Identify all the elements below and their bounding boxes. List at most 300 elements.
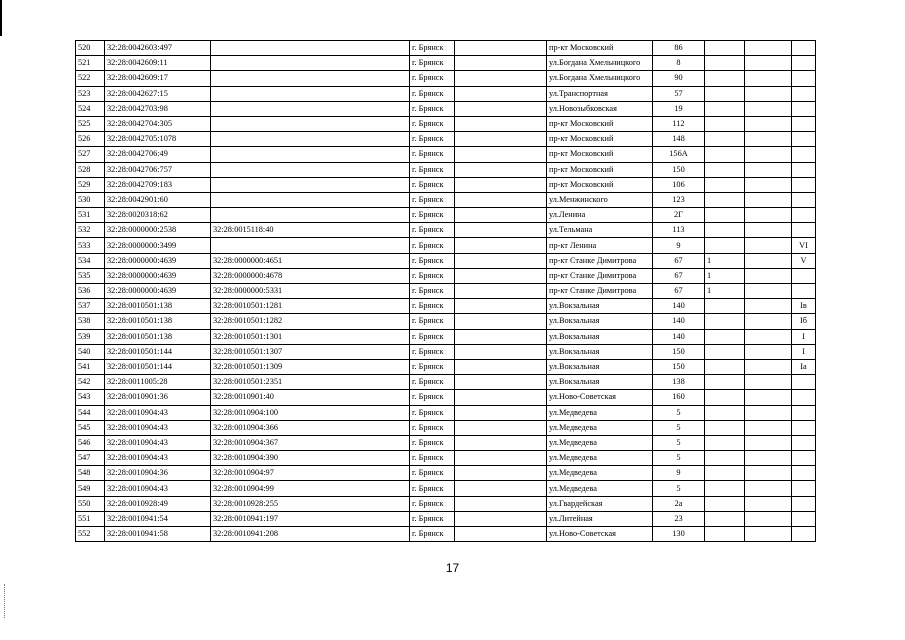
city-cell: г. Брянск: [410, 101, 455, 116]
room-cell: [792, 208, 816, 223]
registry-table: [75, 40, 816, 542]
letter-cell: [705, 162, 745, 177]
table-row: [76, 314, 816, 329]
row-number-cell: 548: [76, 466, 105, 481]
letter-cell: [705, 147, 745, 162]
city-cell: г. Брянск: [410, 314, 455, 329]
cadastral-number-cell: 32:28:0042609:17: [105, 71, 211, 86]
row-number-cell: 543: [76, 390, 105, 405]
table-row: [76, 41, 816, 56]
table-row: [76, 71, 816, 86]
table-row: [76, 192, 816, 207]
city-cell: г. Брянск: [410, 375, 455, 390]
building-cell: [745, 466, 792, 481]
letter-cell: [705, 375, 745, 390]
letter-cell: [705, 71, 745, 86]
room-cell: I: [792, 329, 816, 344]
building-cell: [745, 162, 792, 177]
related-cadastral-number-cell: [211, 56, 410, 71]
letter-cell: 1: [705, 253, 745, 268]
street-cell: ул.Медведева: [547, 420, 653, 435]
cadastral-number-cell: 32:28:0010501:138: [105, 314, 211, 329]
room-cell: [792, 496, 816, 511]
letter-cell: [705, 329, 745, 344]
district-cell: [455, 466, 547, 481]
street-cell: ул.Транспортная: [547, 86, 653, 101]
street-cell: ул.Гвардейская: [547, 496, 653, 511]
cadastral-number-cell: 32:28:0042603:497: [105, 41, 211, 56]
room-cell: [792, 132, 816, 147]
building-cell: [745, 375, 792, 390]
city-cell: г. Брянск: [410, 268, 455, 283]
letter-cell: [705, 101, 745, 116]
related-cadastral-number-cell: 32:28:0010941:208: [211, 527, 410, 542]
letter-cell: [705, 192, 745, 207]
city-cell: г. Брянск: [410, 192, 455, 207]
building-cell: [745, 359, 792, 374]
city-cell: г. Брянск: [410, 132, 455, 147]
district-cell: [455, 132, 547, 147]
related-cadastral-number-cell: 32:28:0010904:390: [211, 451, 410, 466]
street-cell: ул.Вокзальная: [547, 314, 653, 329]
district-cell: [455, 405, 547, 420]
city-cell: г. Брянск: [410, 238, 455, 253]
related-cadastral-number-cell: 32:28:0010928:255: [211, 496, 410, 511]
row-number-cell: 531: [76, 208, 105, 223]
district-cell: [455, 329, 547, 344]
row-number-cell: 529: [76, 177, 105, 192]
city-cell: г. Брянск: [410, 162, 455, 177]
cadastral-number-cell: 32:28:0010901:36: [105, 390, 211, 405]
house-number-cell: 5: [653, 451, 705, 466]
building-cell: [745, 101, 792, 116]
house-number-cell: 113: [653, 223, 705, 238]
street-cell: ул.Ленина: [547, 208, 653, 223]
cadastral-number-cell: 32:28:0000000:2538: [105, 223, 211, 238]
room-cell: [792, 420, 816, 435]
table-row: [76, 299, 816, 314]
table-row: [76, 481, 816, 496]
cadastral-number-cell: 32:28:0010904:43: [105, 481, 211, 496]
row-number-cell: 525: [76, 116, 105, 131]
building-cell: [745, 420, 792, 435]
table-row: [76, 177, 816, 192]
street-cell: ул.Медведева: [547, 405, 653, 420]
house-number-cell: 140: [653, 314, 705, 329]
row-number-cell: 544: [76, 405, 105, 420]
room-cell: Iб: [792, 314, 816, 329]
district-cell: [455, 268, 547, 283]
related-cadastral-number-cell: 32:28:0010901:40: [211, 390, 410, 405]
street-cell: пр-кт Станке Димитрова: [547, 253, 653, 268]
letter-cell: [705, 435, 745, 450]
district-cell: [455, 223, 547, 238]
house-number-cell: 156А: [653, 147, 705, 162]
cadastral-number-cell: 32:28:0010904:43: [105, 435, 211, 450]
room-cell: [792, 511, 816, 526]
house-number-cell: 150: [653, 162, 705, 177]
street-cell: пр-кт Станке Димитрова: [547, 268, 653, 283]
cadastral-number-cell: 32:28:0010941:58: [105, 527, 211, 542]
room-cell: [792, 405, 816, 420]
building-cell: [745, 511, 792, 526]
city-cell: г. Брянск: [410, 359, 455, 374]
cadastral-number-cell: 32:28:0010501:144: [105, 359, 211, 374]
letter-cell: [705, 314, 745, 329]
letter-cell: [705, 116, 745, 131]
cadastral-number-cell: 32:28:0010928:49: [105, 496, 211, 511]
district-cell: [455, 41, 547, 56]
table-row: [76, 527, 816, 542]
district-cell: [455, 192, 547, 207]
table-row: [76, 238, 816, 253]
room-cell: [792, 41, 816, 56]
district-cell: [455, 71, 547, 86]
street-cell: пр-кт Ленина: [547, 238, 653, 253]
letter-cell: [705, 359, 745, 374]
house-number-cell: 112: [653, 116, 705, 131]
related-cadastral-number-cell: 32:28:0010941:197: [211, 511, 410, 526]
row-number-cell: 547: [76, 451, 105, 466]
row-number-cell: 550: [76, 496, 105, 511]
room-cell: [792, 147, 816, 162]
street-cell: ул.Менжинского: [547, 192, 653, 207]
letter-cell: [705, 496, 745, 511]
table-row: [76, 56, 816, 71]
cadastral-number-cell: 32:28:0042609:11: [105, 56, 211, 71]
table-row: [76, 162, 816, 177]
street-cell: ул.Медведева: [547, 451, 653, 466]
related-cadastral-number-cell: [211, 71, 410, 86]
house-number-cell: 5: [653, 435, 705, 450]
room-cell: [792, 284, 816, 299]
street-cell: ул.Тельмана: [547, 223, 653, 238]
table-row: [76, 511, 816, 526]
city-cell: г. Брянск: [410, 405, 455, 420]
house-number-cell: 9: [653, 466, 705, 481]
row-number-cell: 551: [76, 511, 105, 526]
room-cell: Iв: [792, 299, 816, 314]
building-cell: [745, 253, 792, 268]
cadastral-number-cell: 32:28:0000000:4639: [105, 268, 211, 283]
letter-cell: [705, 511, 745, 526]
city-cell: г. Брянск: [410, 451, 455, 466]
street-cell: пр-кт Станке Димитрова: [547, 284, 653, 299]
room-cell: [792, 101, 816, 116]
room-cell: [792, 375, 816, 390]
house-number-cell: 2Г: [653, 208, 705, 223]
city-cell: г. Брянск: [410, 511, 455, 526]
building-cell: [745, 451, 792, 466]
building-cell: [745, 223, 792, 238]
related-cadastral-number-cell: 32:28:0010501:1307: [211, 344, 410, 359]
house-number-cell: 67: [653, 268, 705, 283]
street-cell: ул.Новозыбковская: [547, 101, 653, 116]
row-number-cell: 546: [76, 435, 105, 450]
room-cell: [792, 451, 816, 466]
street-cell: ул.Вокзальная: [547, 359, 653, 374]
table-row: [76, 284, 816, 299]
street-cell: ул.Медведева: [547, 466, 653, 481]
street-cell: ул.Вокзальная: [547, 344, 653, 359]
city-cell: г. Брянск: [410, 496, 455, 511]
district-cell: [455, 527, 547, 542]
district-cell: [455, 314, 547, 329]
table-row: [76, 329, 816, 344]
city-cell: г. Брянск: [410, 390, 455, 405]
district-cell: [455, 435, 547, 450]
letter-cell: [705, 527, 745, 542]
letter-cell: [705, 208, 745, 223]
related-cadastral-number-cell: 32:28:0010501:1281: [211, 299, 410, 314]
street-cell: ул.Вокзальная: [547, 299, 653, 314]
row-number-cell: 549: [76, 481, 105, 496]
table-row: [76, 435, 816, 450]
row-number-cell: 526: [76, 132, 105, 147]
city-cell: г. Брянск: [410, 253, 455, 268]
building-cell: [745, 132, 792, 147]
row-number-cell: 534: [76, 253, 105, 268]
letter-cell: [705, 56, 745, 71]
letter-cell: [705, 41, 745, 56]
related-cadastral-number-cell: 32:28:0010904:97: [211, 466, 410, 481]
letter-cell: [705, 86, 745, 101]
cadastral-number-cell: 32:28:0042709:183: [105, 177, 211, 192]
city-cell: г. Брянск: [410, 284, 455, 299]
row-number-cell: 530: [76, 192, 105, 207]
building-cell: [745, 116, 792, 131]
room-cell: [792, 527, 816, 542]
letter-cell: [705, 481, 745, 496]
row-number-cell: 552: [76, 527, 105, 542]
street-cell: ул.Богдана Хмельницкого: [547, 56, 653, 71]
house-number-cell: 8: [653, 56, 705, 71]
cadastral-number-cell: 32:28:0010904:43: [105, 451, 211, 466]
cadastral-number-cell: 32:28:0020318:62: [105, 208, 211, 223]
related-cadastral-number-cell: 32:28:0000000:4651: [211, 253, 410, 268]
letter-cell: [705, 299, 745, 314]
table-row: [76, 147, 816, 162]
table-row: [76, 253, 816, 268]
row-number-cell: 537: [76, 299, 105, 314]
district-cell: [455, 56, 547, 71]
room-cell: [792, 86, 816, 101]
street-cell: пр-кт Московский: [547, 132, 653, 147]
building-cell: [745, 329, 792, 344]
city-cell: г. Брянск: [410, 86, 455, 101]
house-number-cell: 123: [653, 192, 705, 207]
building-cell: [745, 481, 792, 496]
cadastral-number-cell: 32:28:0042627:15: [105, 86, 211, 101]
letter-cell: 1: [705, 284, 745, 299]
related-cadastral-number-cell: 32:28:0010904:367: [211, 435, 410, 450]
related-cadastral-number-cell: [211, 177, 410, 192]
building-cell: [745, 390, 792, 405]
related-cadastral-number-cell: 32:28:0010904:366: [211, 420, 410, 435]
cadastral-number-cell: 32:28:0010904:43: [105, 405, 211, 420]
house-number-cell: 5: [653, 420, 705, 435]
district-cell: [455, 116, 547, 131]
letter-cell: [705, 177, 745, 192]
district-cell: [455, 162, 547, 177]
district-cell: [455, 86, 547, 101]
table-row: [76, 420, 816, 435]
district-cell: [455, 359, 547, 374]
city-cell: г. Брянск: [410, 299, 455, 314]
building-cell: [745, 299, 792, 314]
table-row: [76, 268, 816, 283]
district-cell: [455, 208, 547, 223]
room-cell: Iа: [792, 359, 816, 374]
district-cell: [455, 344, 547, 359]
house-number-cell: 160: [653, 390, 705, 405]
cadastral-number-cell: 32:28:0042706:49: [105, 147, 211, 162]
house-number-cell: 130: [653, 527, 705, 542]
building-cell: [745, 268, 792, 283]
room-cell: [792, 223, 816, 238]
city-cell: г. Брянск: [410, 223, 455, 238]
house-number-cell: 140: [653, 299, 705, 314]
street-cell: ул.Медведева: [547, 435, 653, 450]
row-number-cell: 542: [76, 375, 105, 390]
building-cell: [745, 71, 792, 86]
room-cell: [792, 177, 816, 192]
table-row: [76, 86, 816, 101]
district-cell: [455, 238, 547, 253]
table-row: [76, 375, 816, 390]
letter-cell: [705, 420, 745, 435]
row-number-cell: 528: [76, 162, 105, 177]
building-cell: [745, 527, 792, 542]
letter-cell: [705, 405, 745, 420]
house-number-cell: 2а: [653, 496, 705, 511]
page-number: 17: [445, 561, 460, 575]
house-number-cell: 140: [653, 329, 705, 344]
room-cell: [792, 435, 816, 450]
building-cell: [745, 314, 792, 329]
room-cell: [792, 481, 816, 496]
row-number-cell: 541: [76, 359, 105, 374]
room-cell: [792, 390, 816, 405]
room-cell: [792, 56, 816, 71]
related-cadastral-number-cell: 32:28:0015118:40: [211, 223, 410, 238]
table-row: [76, 223, 816, 238]
house-number-cell: 106: [653, 177, 705, 192]
city-cell: г. Брянск: [410, 329, 455, 344]
house-number-cell: 86: [653, 41, 705, 56]
related-cadastral-number-cell: [211, 147, 410, 162]
cadastral-number-cell: 32:28:0042705:1078: [105, 132, 211, 147]
related-cadastral-number-cell: 32:28:0000000:4678: [211, 268, 410, 283]
table-row: [76, 405, 816, 420]
house-number-cell: 9: [653, 238, 705, 253]
house-number-cell: 150: [653, 359, 705, 374]
table-row: [76, 466, 816, 481]
row-number-cell: 523: [76, 86, 105, 101]
room-cell: [792, 268, 816, 283]
cadastral-number-cell: 32:28:0042704:305: [105, 116, 211, 131]
row-number-cell: 539: [76, 329, 105, 344]
letter-cell: [705, 344, 745, 359]
row-number-cell: 527: [76, 147, 105, 162]
related-cadastral-number-cell: 32:28:0010904:100: [211, 405, 410, 420]
building-cell: [745, 435, 792, 450]
related-cadastral-number-cell: [211, 132, 410, 147]
room-cell: VI: [792, 238, 816, 253]
street-cell: пр-кт Московский: [547, 162, 653, 177]
cadastral-number-cell: 32:28:0042901:60: [105, 192, 211, 207]
table-row: [76, 208, 816, 223]
room-cell: I: [792, 344, 816, 359]
district-cell: [455, 390, 547, 405]
city-cell: г. Брянск: [410, 71, 455, 86]
related-cadastral-number-cell: [211, 86, 410, 101]
letter-cell: [705, 466, 745, 481]
cadastral-number-cell: 32:28:0000000:4639: [105, 284, 211, 299]
related-cadastral-number-cell: 32:28:0010904:99: [211, 481, 410, 496]
district-cell: [455, 299, 547, 314]
table-row: [76, 101, 816, 116]
street-cell: пр-кт Московский: [547, 116, 653, 131]
city-cell: г. Брянск: [410, 116, 455, 131]
related-cadastral-number-cell: [211, 41, 410, 56]
city-cell: г. Брянск: [410, 527, 455, 542]
row-number-cell: 533: [76, 238, 105, 253]
house-number-cell: 90: [653, 71, 705, 86]
street-cell: пр-кт Московский: [547, 147, 653, 162]
table-row: [76, 132, 816, 147]
row-number-cell: 520: [76, 41, 105, 56]
cadastral-number-cell: 32:28:0010904:36: [105, 466, 211, 481]
room-cell: V: [792, 253, 816, 268]
cadastral-number-cell: 32:28:0010501:138: [105, 299, 211, 314]
letter-cell: [705, 132, 745, 147]
city-cell: г. Брянск: [410, 177, 455, 192]
related-cadastral-number-cell: [211, 116, 410, 131]
street-cell: ул.Медведева: [547, 481, 653, 496]
city-cell: г. Брянск: [410, 344, 455, 359]
related-cadastral-number-cell: 32:28:0010501:1309: [211, 359, 410, 374]
city-cell: г. Брянск: [410, 147, 455, 162]
building-cell: [745, 41, 792, 56]
street-cell: ул.Ново-Советская: [547, 527, 653, 542]
building-cell: [745, 496, 792, 511]
related-cadastral-number-cell: 32:28:0000000:5331: [211, 284, 410, 299]
row-number-cell: 538: [76, 314, 105, 329]
house-number-cell: 150: [653, 344, 705, 359]
letter-cell: [705, 238, 745, 253]
district-cell: [455, 101, 547, 116]
table-row: [76, 496, 816, 511]
room-cell: [792, 71, 816, 86]
district-cell: [455, 284, 547, 299]
registry-rows: [76, 41, 816, 542]
district-cell: [455, 177, 547, 192]
cadastral-number-cell: 32:28:0000000:4639: [105, 253, 211, 268]
district-cell: [455, 481, 547, 496]
row-number-cell: 521: [76, 56, 105, 71]
table-row: [76, 359, 816, 374]
house-number-cell: 19: [653, 101, 705, 116]
related-cadastral-number-cell: [211, 238, 410, 253]
building-cell: [745, 284, 792, 299]
city-cell: г. Брянск: [410, 481, 455, 496]
cadastral-number-cell: 32:28:0042703:98: [105, 101, 211, 116]
room-cell: [792, 162, 816, 177]
row-number-cell: 540: [76, 344, 105, 359]
house-number-cell: 5: [653, 405, 705, 420]
street-cell: пр-кт Московский: [547, 41, 653, 56]
